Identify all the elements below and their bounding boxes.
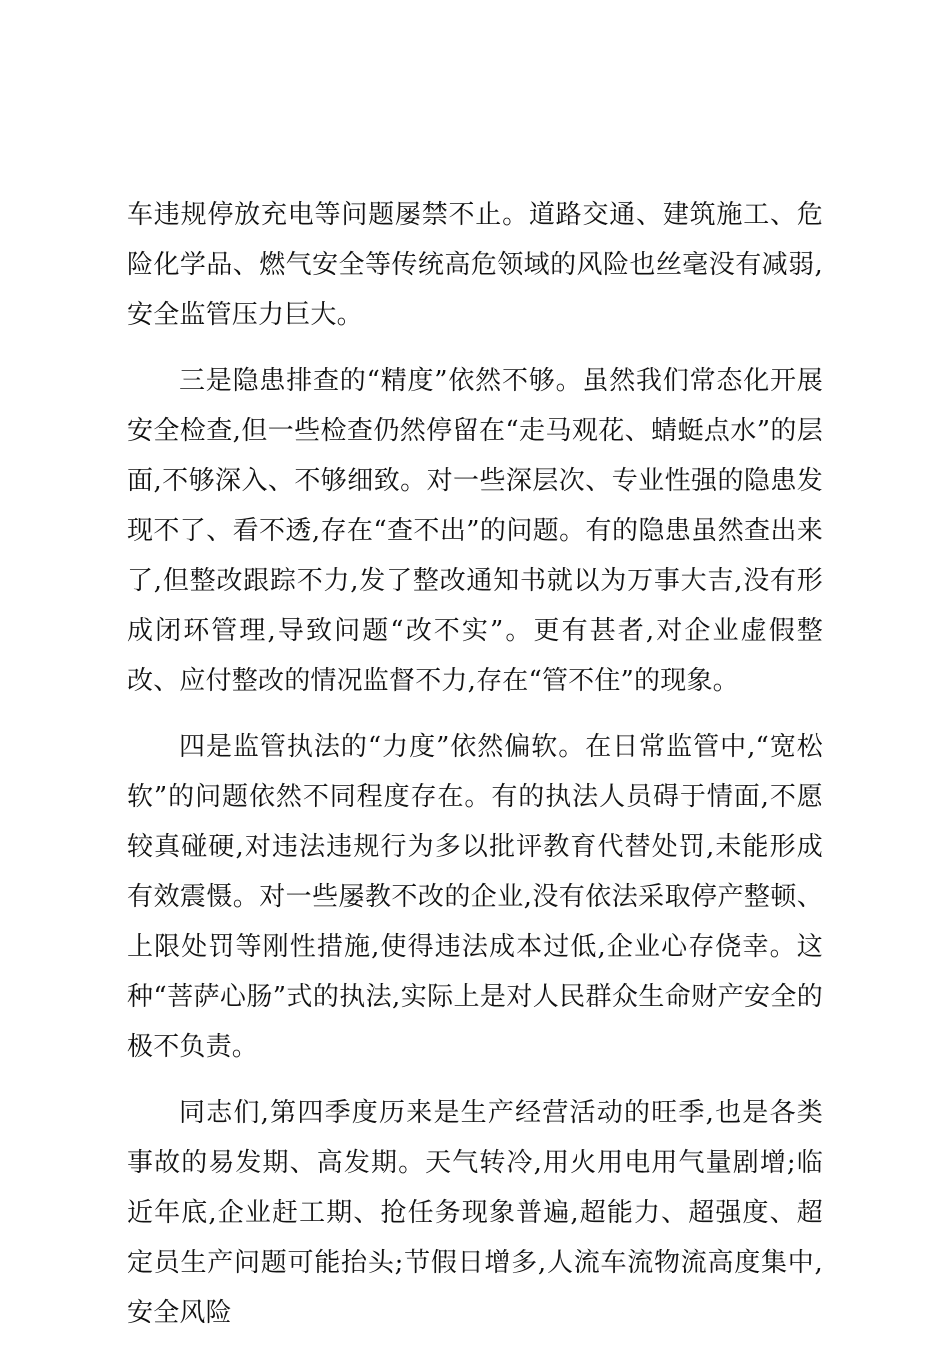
paragraph-continuation: 车违规停放充电等问题屡禁不止。道路交通、建筑施工、危险化学品、燃气安全等传统高危领域的风险也丝毫没有减弱,安全监管压力巨大。 [127, 200, 823, 330]
document-body [127, 190, 823, 1354]
paragraph-law-enforcement: 四是监管执法的“力度”依然偏软。在日常监管中,“宽松软”的问题依然不同程度存在。有的执法人员碍于情面,不愿较真碰硬,对违法违规行为多以批评教育代替处罚,未能形成有效震慑。对一些屡教不改的企业,没有依法采取停产整顿、上限处罚等刚性措施,使得违法成本过低,企业心存侥幸。这种“菩萨心肠”式的执法,实际上是对人民群众生命财产安全的极不负责。 [127, 732, 823, 1062]
paragraph-hazard-inspection: 三是隐患排查的“精度”依然不够。虽然我们常态化开展安全检查,但一些检查仍然停留在“走马观花、蜻蜓点水”的层面,不够深入、不够细致。对一些深层次、专业性强的隐患发现不了、看不透,存在“查不出”的问题。有的隐患虽然查出来了,但整改跟踪不力,发了整改通知书就以为万事大吉,没有形成闭环管理,导致问题“改不实”。更有甚者,对企业虚假整改、应付整改的情况监督不力,存在“管不住”的现象。 [127, 366, 823, 696]
paragraph-fourth-quarter: 同志们,第四季度历来是生产经营活动的旺季,也是各类事故的易发期、高发期。天气转冷,用火用电用气量剧增;临近年底,企业赶工期、抢任务现象普遍,超能力、超强度、超定员生产问题可能抬头;节假日增多,人流车流物流高度集中,安全风险 [127, 1098, 823, 1328]
